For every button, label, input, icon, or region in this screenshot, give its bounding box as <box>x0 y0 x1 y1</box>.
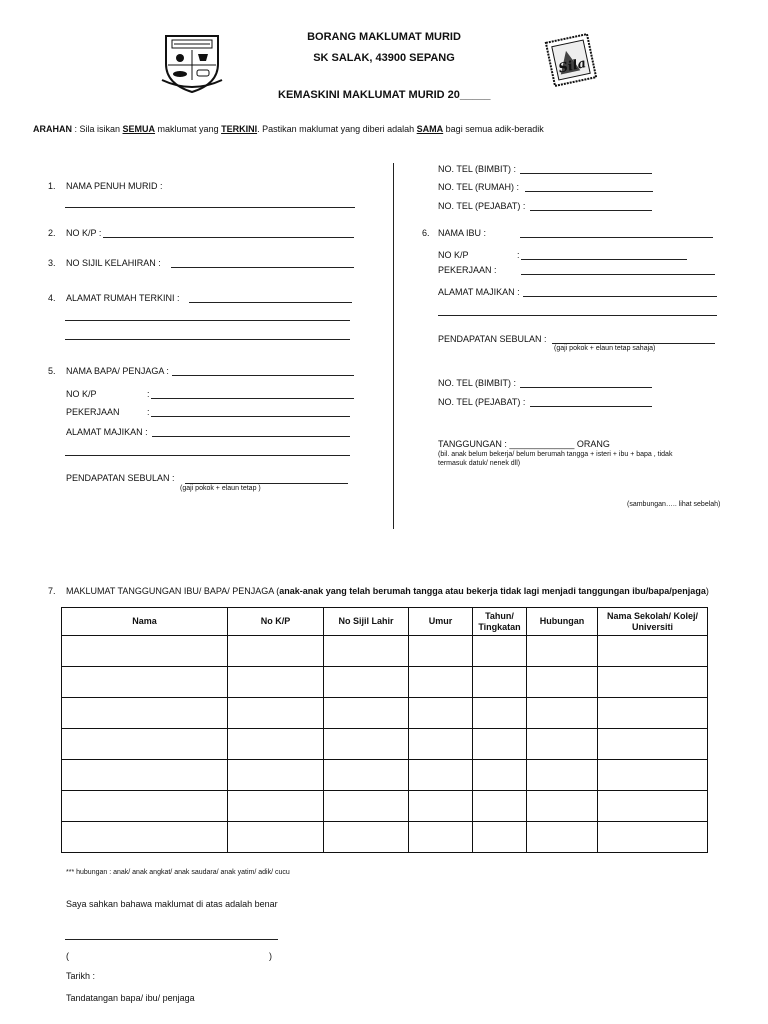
father-income-field[interactable] <box>185 483 348 484</box>
continued-note: (sambungan….. lihat sebelah) <box>627 501 721 508</box>
emphasis-semua: SEMUA <box>122 124 156 134</box>
mother-office-phone-field[interactable] <box>530 406 652 407</box>
table-cell[interactable] <box>324 636 409 667</box>
q3-number: 3. <box>48 258 56 268</box>
q7-title-bold: anak-anak yang telah berumah tangga atau bekerja tidak lagi menjadi tanggungan ibu/bapa/penjaga <box>279 586 706 596</box>
table-cell[interactable] <box>473 760 527 791</box>
mother-employer-label: ALAMAT MAJIKAN : <box>438 287 520 297</box>
q7-number: 7. <box>48 586 56 596</box>
father-job-field[interactable] <box>151 416 350 417</box>
q6-number: 6. <box>422 228 430 238</box>
table-cell[interactable] <box>598 760 708 791</box>
table-row <box>62 729 708 760</box>
table-cell[interactable] <box>527 822 598 853</box>
table-cell[interactable] <box>527 729 598 760</box>
instructions-text: bagi semua adik-beradik <box>443 124 544 134</box>
column-header-umur: Umur <box>409 608 473 636</box>
table-cell[interactable] <box>473 636 527 667</box>
home-phone-label: NO. TEL (RUMAH) : <box>438 182 520 192</box>
address-field-line2[interactable] <box>65 320 350 321</box>
father-ic-label: NO K/P <box>66 389 97 399</box>
table-cell[interactable] <box>324 698 409 729</box>
father-job-label: PEKERJAAN <box>66 407 120 417</box>
table-cell[interactable] <box>228 760 324 791</box>
student-ic-field[interactable] <box>103 237 354 238</box>
table-cell[interactable] <box>598 667 708 698</box>
table-cell[interactable] <box>409 729 473 760</box>
relationship-footnote: *** hubungan : anak/ anak angkat/ anak saudara/ anak yatim/ adik/ cucu <box>66 869 290 876</box>
school-name: SK SALAK, 43900 SEPANG <box>313 52 455 64</box>
q4-label: ALAMAT RUMAH TERKINI : <box>66 293 180 303</box>
column-header-hubungan: Hubungan <box>527 608 598 636</box>
mother-employer-field[interactable] <box>523 296 717 297</box>
father-mobile-label: NO. TEL (BIMBIT) : <box>438 164 517 174</box>
table-cell[interactable] <box>598 791 708 822</box>
table-row <box>62 791 708 822</box>
table-cell[interactable] <box>598 729 708 760</box>
dependents-count-note-line1: (bil. anak belum bekerja/ belum berumah tangga + isteri + ibu + bapa , tidak <box>438 451 673 458</box>
mother-mobile-field[interactable] <box>520 387 652 388</box>
dependents-table <box>61 607 708 853</box>
table-cell[interactable] <box>324 729 409 760</box>
father-name-field[interactable] <box>172 375 354 376</box>
table-row <box>62 636 708 667</box>
q4-number: 4. <box>48 293 56 303</box>
table-cell[interactable] <box>598 822 708 853</box>
father-income-label: PENDAPATAN SEBULAN : <box>66 473 175 483</box>
table-cell[interactable] <box>228 791 324 822</box>
father-ic-colon: : <box>147 389 150 399</box>
table-cell[interactable] <box>62 636 228 667</box>
q2-number: 2. <box>48 228 56 238</box>
column-header-nokp: No K/P <box>228 608 324 636</box>
q3-label: NO SIJIL KELAHIRAN : <box>66 258 161 268</box>
table-cell[interactable] <box>598 636 708 667</box>
father-office-phone-field[interactable] <box>530 210 652 211</box>
table-cell[interactable] <box>527 667 598 698</box>
q6-label: NAMA IBU : <box>438 228 487 238</box>
instructions <box>33 124 544 134</box>
table-cell[interactable] <box>473 729 527 760</box>
table-cell[interactable] <box>473 791 527 822</box>
column-divider <box>393 163 394 529</box>
q7-title <box>66 586 709 596</box>
table-cell[interactable] <box>527 636 598 667</box>
table-cell[interactable] <box>598 698 708 729</box>
table-cell[interactable] <box>473 822 527 853</box>
mother-income-field[interactable] <box>552 343 715 344</box>
table-cell[interactable] <box>527 698 598 729</box>
table-cell[interactable] <box>409 667 473 698</box>
instructions-text: . Pastikan maklumat yang diberi adalah <box>257 124 417 134</box>
mother-income-label: PENDAPATAN SEBULAN : <box>438 334 547 344</box>
mother-job-field[interactable] <box>521 274 715 275</box>
address-field-line3[interactable] <box>65 339 350 340</box>
mother-office-phone-label: NO. TEL (PEJABAT) : <box>438 397 526 407</box>
father-employer-field[interactable] <box>152 436 350 437</box>
table-row <box>62 822 708 853</box>
mother-mobile-label: NO. TEL (BIMBIT) : <box>438 378 517 388</box>
father-office-phone-label: NO. TEL (PEJABAT) : <box>438 201 526 211</box>
table-cell[interactable] <box>324 822 409 853</box>
q1-label: NAMA PENUH MURID : <box>66 181 163 191</box>
table-cell[interactable] <box>228 729 324 760</box>
table-cell[interactable] <box>527 791 598 822</box>
table-cell[interactable] <box>473 698 527 729</box>
table-row <box>62 760 708 791</box>
father-ic-field[interactable] <box>151 398 354 399</box>
name-paren-open: ( <box>66 951 69 961</box>
signature-line[interactable] <box>65 939 278 940</box>
mother-ic-colon: : <box>517 250 520 260</box>
confirmation-statement: Saya sahkan bahawa maklumat di atas adalah benar <box>66 899 278 909</box>
table-cell[interactable] <box>228 667 324 698</box>
table-cell[interactable] <box>228 822 324 853</box>
instructions-label: ARAHAN <box>33 124 72 134</box>
emphasis-terkini: TERKINI <box>221 124 258 134</box>
name-paren-close: ) <box>269 951 272 961</box>
table-row <box>62 698 708 729</box>
mother-ic-label: NO K/P <box>438 250 469 260</box>
form-title: BORANG MAKLUMAT MURID <box>307 31 461 43</box>
table-cell[interactable] <box>62 791 228 822</box>
table-cell[interactable] <box>409 760 473 791</box>
column-header-sekolah: Nama Sekolah/ Kolej/ Universiti <box>598 608 708 636</box>
table-row <box>62 667 708 698</box>
q2-label: NO K/P : <box>66 228 102 238</box>
father-job-colon: : <box>147 407 150 417</box>
table-cell[interactable] <box>473 667 527 698</box>
q7-title-close: ) <box>705 586 709 596</box>
father-income-note: (gaji pokok + elaun tetap ) <box>180 485 261 492</box>
mother-employer-field-line2[interactable] <box>438 315 717 316</box>
dependents-count-label: TANGGUNGAN : _____________ ORANG <box>438 439 610 449</box>
instructions-text: maklumat yang <box>155 124 222 134</box>
address-field-line1[interactable] <box>189 302 352 303</box>
table-cell[interactable] <box>324 667 409 698</box>
mother-name-field[interactable] <box>520 237 713 238</box>
mother-income-note: (gaji pokok + elaun tetap sahaja) <box>554 345 656 352</box>
father-mobile-field[interactable] <box>520 173 652 174</box>
table-cell[interactable] <box>62 698 228 729</box>
student-name-field[interactable] <box>65 207 355 208</box>
table-cell[interactable] <box>228 698 324 729</box>
table-cell[interactable] <box>62 729 228 760</box>
column-header-sijil-lahir: No Sijil Lahir <box>324 608 409 636</box>
father-employer-field-line2[interactable] <box>65 455 350 456</box>
q5-number: 5. <box>48 366 56 376</box>
table-cell[interactable] <box>62 667 228 698</box>
home-phone-field[interactable] <box>525 191 653 192</box>
table-cell[interactable] <box>527 760 598 791</box>
q5-label: NAMA BAPA/ PENJAGA : <box>66 366 169 376</box>
form-subtitle: KEMASKINI MAKLUMAT MURID 20_____ <box>278 89 491 101</box>
column-header-tahun-tingkatan: Tahun/ Tingkatan <box>473 608 527 636</box>
mother-job-label: PEKERJAAN : <box>438 265 497 275</box>
table-cell[interactable] <box>409 822 473 853</box>
mother-ic-field[interactable] <box>521 259 687 260</box>
birth-cert-field[interactable] <box>171 267 354 268</box>
table-cell[interactable] <box>228 636 324 667</box>
dependents-count-note-line2: termasuk datuk/ nenek dll) <box>438 460 521 467</box>
program-logo-text: Sila <box>557 56 588 77</box>
table-cell[interactable] <box>409 791 473 822</box>
date-label: Tarikh : <box>66 971 96 981</box>
father-employer-label: ALAMAT MAJIKAN : <box>66 427 148 437</box>
table-cell[interactable] <box>409 636 473 667</box>
table-cell[interactable] <box>409 698 473 729</box>
signature-label: Tandatangan bapa/ ibu/ penjaga <box>66 993 195 1003</box>
emphasis-sama: SAMA <box>416 124 444 134</box>
table-cell[interactable] <box>324 760 409 791</box>
table-cell[interactable] <box>62 822 228 853</box>
instructions-text: : Sila isikan <box>72 124 123 134</box>
column-header-nama: Nama <box>62 608 228 636</box>
q7-title-text: MAKLUMAT TANGGUNGAN IBU/ BAPA/ PENJAGA ( <box>66 586 280 596</box>
table-cell[interactable] <box>62 760 228 791</box>
q1-number: 1. <box>48 181 56 191</box>
table-header-row <box>62 608 708 636</box>
table-cell[interactable] <box>324 791 409 822</box>
